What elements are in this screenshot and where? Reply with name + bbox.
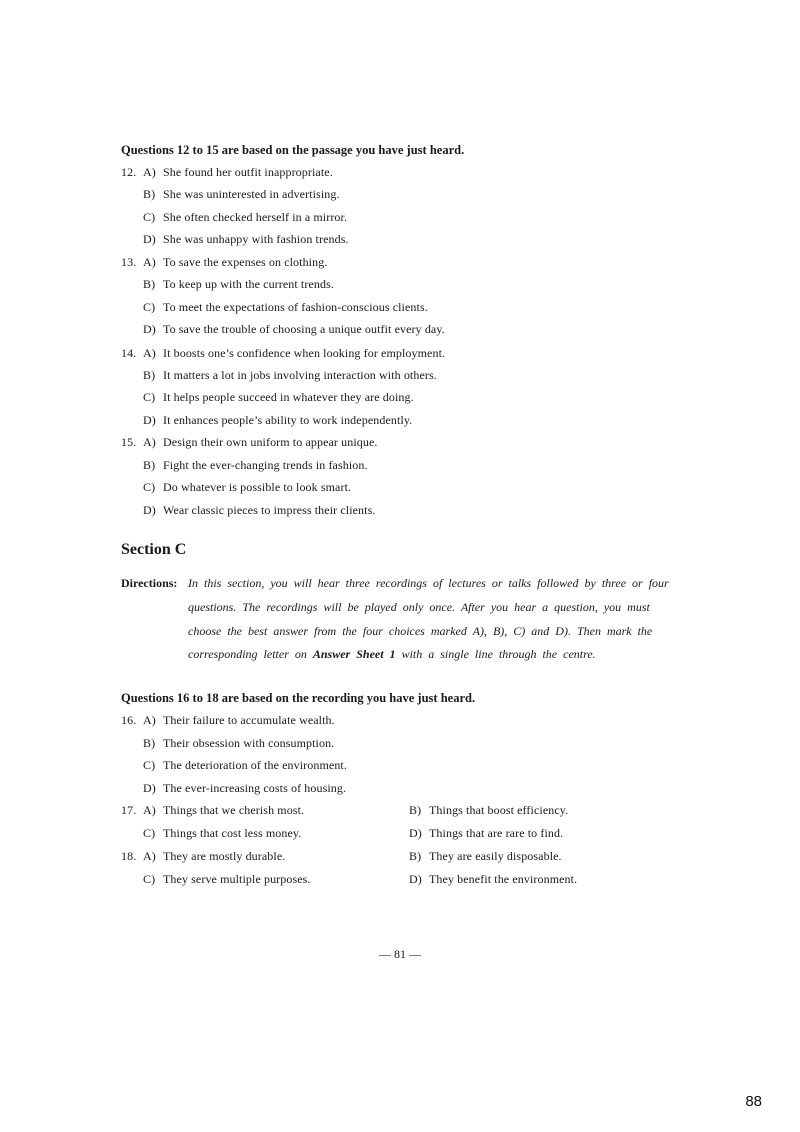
questions-16-18-header: Questions 16 to 18 are based on the recording you have just heard.	[121, 691, 476, 705]
question-12-option-a	[121, 165, 333, 180]
option-letter: C)	[143, 390, 156, 404]
question-17-option-a	[121, 803, 304, 818]
directions-line-4-pre: corresponding letter on	[188, 647, 307, 661]
option-text: They benefit the environment.	[429, 872, 578, 886]
option-letter: A)	[143, 165, 156, 179]
question-15-option-c	[143, 480, 351, 495]
scan-page-number: 88	[745, 1093, 762, 1110]
option-letter: B)	[143, 458, 156, 472]
option-text: Wear classic pieces to impress their clients.	[163, 503, 376, 517]
question-17-option-d	[409, 826, 563, 841]
option-letter: C)	[143, 758, 156, 772]
option-text: She found her outfit inappropriate.	[163, 165, 333, 179]
option-letter: C)	[143, 480, 156, 494]
section-c-title: Section C	[121, 541, 187, 558]
question-17-option-b	[409, 803, 568, 818]
question-13-option-a	[121, 255, 327, 270]
questions-12-15-header: Questions 12 to 15 are based on the passage you have just heard.	[121, 143, 465, 157]
option-text: They serve multiple purposes.	[163, 872, 311, 886]
option-letter: B)	[409, 803, 422, 817]
question-number: 18.	[121, 849, 137, 863]
question-15-option-d	[143, 503, 375, 518]
question-18-option-b	[409, 849, 562, 864]
option-text: She was unhappy with fashion trends.	[163, 232, 349, 246]
option-text: Do whatever is possible to look smart.	[163, 480, 352, 494]
option-letter: C)	[143, 300, 156, 314]
question-16-option-d	[143, 781, 346, 796]
option-letter: A)	[143, 713, 156, 727]
option-text: Their obsession with consumption.	[163, 736, 335, 750]
option-text: It matters a lot in jobs involving interaction with others.	[163, 368, 437, 382]
option-text: Things that we cherish most.	[163, 803, 305, 817]
directions-line-2: questions. The recordings will be played only once. After you hear a question, you must	[188, 600, 650, 614]
option-letter: D)	[409, 872, 422, 886]
question-15-option-b	[143, 458, 368, 473]
question-12-option-c	[143, 210, 347, 225]
option-letter: C)	[143, 826, 156, 840]
option-letter: B)	[143, 187, 156, 201]
question-17-option-c	[143, 826, 301, 841]
question-14-option-d	[143, 413, 412, 428]
option-text: It helps people succeed in whatever they are doing.	[163, 390, 414, 404]
question-number: 12.	[121, 165, 137, 179]
option-letter: A)	[143, 255, 156, 269]
option-letter: C)	[143, 210, 156, 224]
option-letter: D)	[143, 781, 156, 795]
question-13-option-d	[143, 322, 445, 337]
option-letter: D)	[143, 413, 156, 427]
option-letter: B)	[143, 368, 156, 382]
directions-line-3: choose the best answer from the four choices marked A), B), C) and D). Then mark the	[188, 624, 653, 638]
question-12-option-b	[143, 187, 340, 202]
directions-label: Directions:	[121, 576, 178, 590]
question-18-option-d	[409, 872, 577, 887]
option-text: To keep up with the current trends.	[163, 277, 334, 291]
question-number: 13.	[121, 255, 137, 269]
option-text: To save the trouble of choosing a unique outfit every day.	[163, 322, 445, 336]
question-number: 14.	[121, 346, 137, 360]
option-text: They are easily disposable.	[429, 849, 562, 863]
question-13-option-b	[143, 277, 334, 292]
question-18-option-a	[121, 849, 285, 864]
question-14-option-a	[121, 346, 445, 361]
option-text: To meet the expectations of fashion-conscious clients.	[163, 300, 428, 314]
option-letter: D)	[143, 503, 156, 517]
option-text: She was uninterested in advertising.	[163, 187, 340, 201]
option-text: She often checked herself in a mirror.	[163, 210, 348, 224]
answer-sheet-label: Answer Sheet 1	[312, 647, 396, 661]
question-number: 16.	[121, 713, 137, 727]
question-14-option-b	[143, 368, 437, 383]
question-16-option-a	[121, 713, 335, 728]
option-text: Things that are rare to find.	[429, 826, 564, 840]
page-footer-number: — 81 —	[379, 947, 421, 961]
option-text: Their failure to accumulate wealth.	[163, 713, 335, 727]
question-13-option-c	[143, 300, 428, 315]
question-number: 15.	[121, 435, 137, 449]
option-letter: A)	[143, 346, 156, 360]
directions-line-4	[188, 647, 596, 662]
option-letter: D)	[409, 826, 422, 840]
option-text: Fight the ever-changing trends in fashion.	[163, 458, 368, 472]
question-number: 17.	[121, 803, 137, 817]
question-16-option-b	[143, 736, 334, 751]
question-16-option-c	[143, 758, 347, 773]
option-text: It boosts one’s confidence when looking for employment.	[163, 346, 446, 360]
option-text: To save the expenses on clothing.	[163, 255, 328, 269]
option-text: It enhances people’s ability to work independently.	[163, 413, 413, 427]
option-letter: A)	[143, 435, 156, 449]
option-letter: A)	[143, 803, 156, 817]
option-letter: D)	[143, 322, 156, 336]
option-text: Design their own uniform to appear unique.	[163, 435, 378, 449]
question-15-option-a	[121, 435, 377, 450]
option-text: Things that cost less money.	[163, 826, 302, 840]
option-letter: D)	[143, 232, 156, 246]
question-12-option-d	[143, 232, 349, 247]
option-text: Things that boost efficiency.	[429, 803, 569, 817]
option-letter: B)	[143, 736, 156, 750]
option-letter: B)	[409, 849, 422, 863]
option-letter: A)	[143, 849, 156, 863]
option-text: They are mostly durable.	[163, 849, 286, 863]
option-letter: B)	[143, 277, 156, 291]
question-14-option-c	[143, 390, 414, 405]
question-18-option-c	[143, 872, 311, 887]
directions-line-1: In this section, you will hear three recordings of lectures or talks followed by three or four	[188, 576, 669, 590]
directions-line-4-post: with a single line through the centre.	[401, 647, 596, 661]
option-text: The ever-increasing costs of housing.	[163, 781, 347, 795]
option-text: The deterioration of the environment.	[163, 758, 347, 772]
option-letter: C)	[143, 872, 156, 886]
